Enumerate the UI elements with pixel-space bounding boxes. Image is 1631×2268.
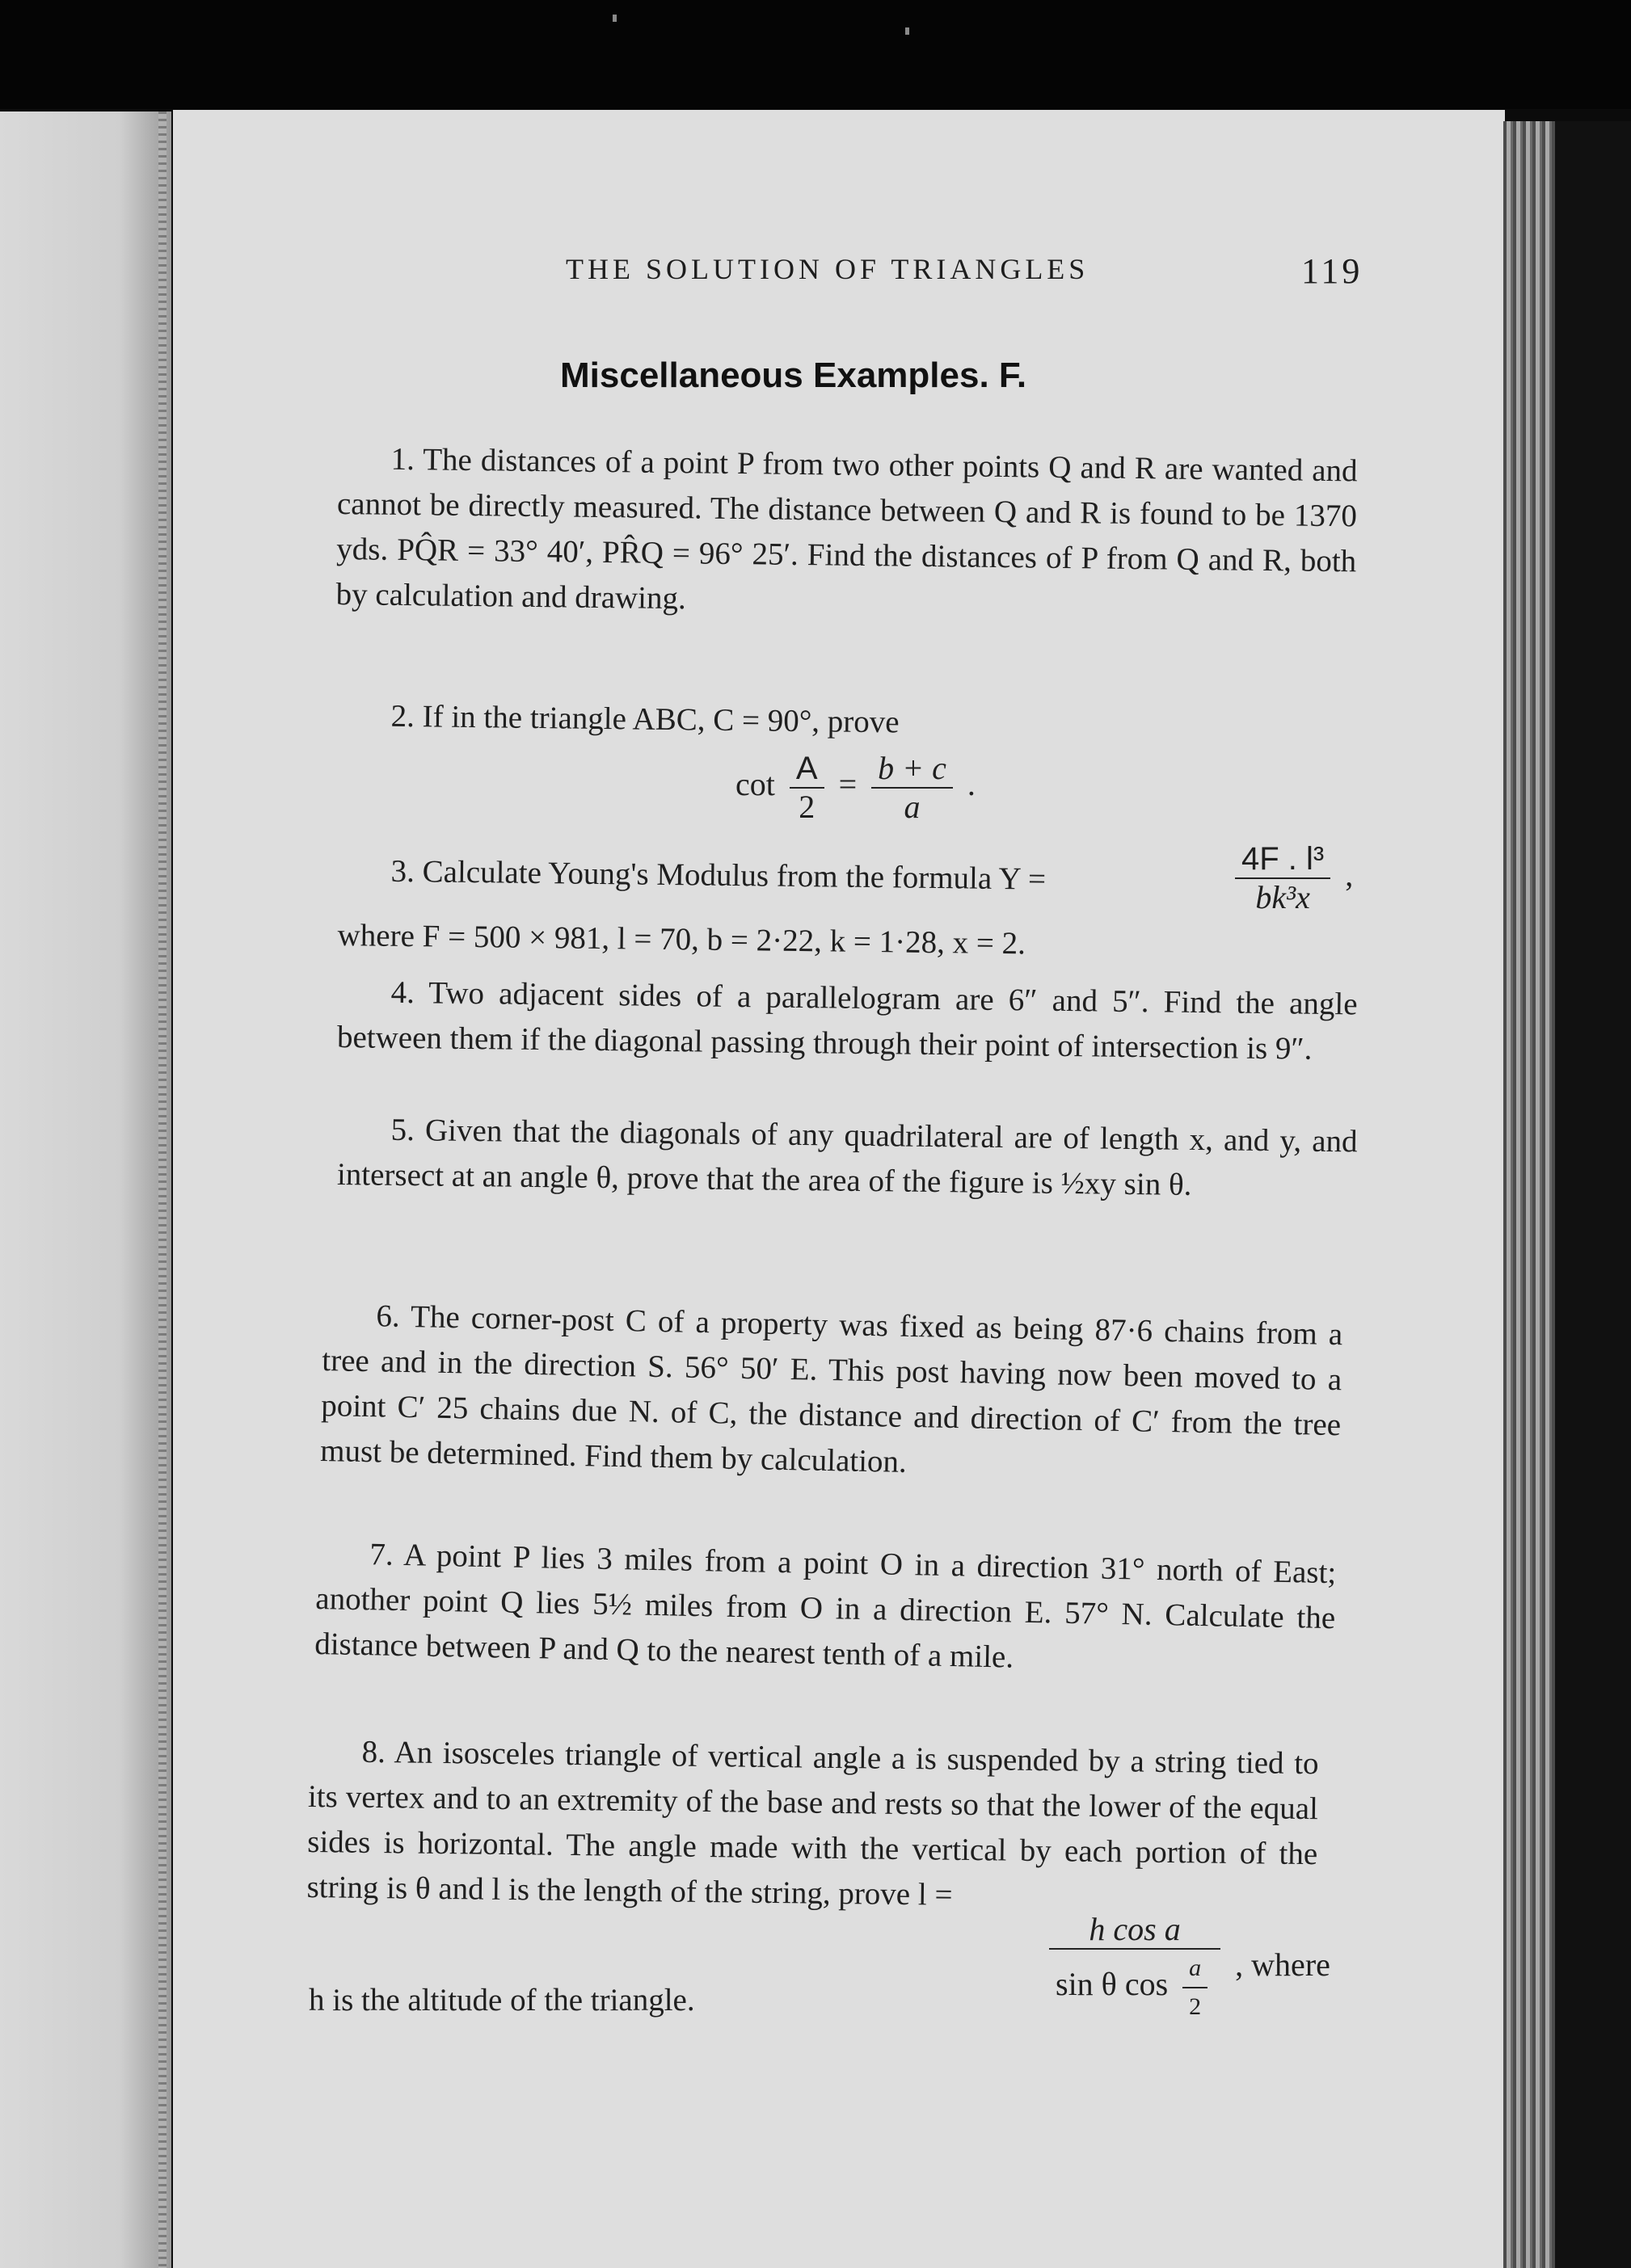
example-number: 4. [390,974,415,1011]
scan-dust [613,15,617,22]
formula-youngs-modulus: $\frac{\text{4F . l³}}{\text{bk³x}}$ , [1229,840,1353,916]
example-6 [320,1293,1343,1493]
example-number: 7. [369,1537,394,1572]
example-4 [337,970,1358,1072]
example-text: Given that the diagonals of any quadrilateral are of length x, and y, and intersect at an angle θ, prove that the area of the figure is ½xy sin θ. [336,1113,1358,1202]
example-3-values: where F = 500 × 981, l = 70, b = 2·22, k = 1·28, x = 2. [337,917,1026,961]
page-edge-texture [158,112,166,2268]
scan-dust [905,27,909,35]
example-text: The corner-post C of a property was fixed as being 87·6 chains from a tree and in the direction S. 56° 50′ E. This post having now been moved to a point C′ 25 chains due N. of C, the distance and direction of C′ from the tree must be determined. Find them by calculation. [319,1299,1343,1479]
example-5 [337,1107,1358,1210]
example-text: A point P lies 3 miles from a point O in a direction 31° north of East; another point Q lies 5½ miles from O in a direction E. 57° N. Calculate the distance between P and Q to the nearest tenth of a mile. [314,1538,1337,1675]
example-number: 8. [361,1734,386,1770]
page-number: 119 [1301,251,1363,291]
formula-cot-half-a: cot $\frac{A}{2}$ = $\frac{b + c}{a}$ . [735,750,976,825]
example-8 [306,1729,1319,1922]
example-number: 5. [390,1112,415,1148]
example-text: The distances of a point P from two other points Q and R are wanted and cannot be directly measured. The distance between Q and R is found to be 1370 yds. PQ̂R = 33° 40′, PR̂Q = 96° 25′. Find the distances of P from Q and R, both by calculation and drawing. [335,442,1358,616]
scan-top-background [0,0,1631,109]
left-page-edge [0,112,171,2268]
example-number: 6. [376,1298,401,1334]
section-title: Miscellaneous Examples. F. [560,356,1027,395]
example-text: An isosceles triangle of vertical angle a is suspended by a string tied to its vertex and to an extremity of the base and rests so that the lower of the equal sides is horizontal. The angle made with the vertical by each portion of the string is θ and l is the length of the string, prove l = [306,1735,1319,1912]
example-text: Two adjacent sides of a parallelogram are 6″ and 5″. Find the angle between them if the diagonal passing through their point of intersection is 9″. [336,975,1358,1067]
example-7 [314,1531,1337,1686]
example-1 [335,436,1358,629]
example-text: If in the triangle ABC, C = 90°, prove [422,699,900,740]
example-number: 2. [390,698,415,734]
example-text: Calculate Young's Modulus from the formula Y = [422,854,1047,897]
formula-string-length: h cos a sin θ cos $\frac{a}{2}$ , where [1043,1911,1330,2026]
running-head: THE SOLUTION OF TRIANGLES [566,253,1089,285]
example-8-tail: h is the altitude of the triangle. [309,1983,695,2018]
example-number: 1. [390,441,415,478]
scan-right-background [1555,121,1631,2268]
page-stack-edge [1503,121,1555,2268]
example-number: 3. [390,853,415,890]
